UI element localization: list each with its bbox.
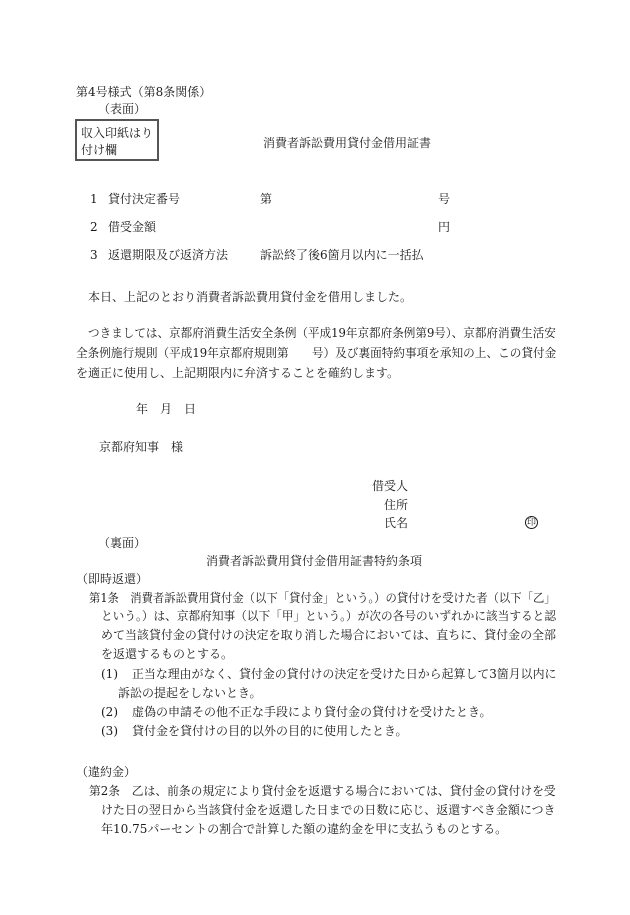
item-2-number: 2 [90,220,98,234]
item-1-prefix: 第 [260,192,273,206]
borrower-address-label: 住所 [384,498,409,512]
front-label: （表面） [98,102,147,116]
pledge-line-3: を適正に使用し、上記期限内に弁済することを確約します。 [76,366,400,380]
pledge-line-1: つきましては、京都府消費生活安全条例（平成19年京都府条例第9号）、京都府消費生活安 [88,326,556,340]
back-label: （裏面） [98,536,147,550]
article-1-item-1-continuation: 訴訟の提起をしないとき。 [118,686,262,700]
article-1-line-3: めて当該貸付金の貸付けの決定を取り消した場合においては、直ちに、貸付金の全部 [101,628,557,642]
addressee: 京都府知事 様 [99,440,184,454]
article-1-line-2: という。）は、京都府知事（以下「甲」という。）が次の各号のいずれかに該当すると認 [101,609,557,623]
article-1-item-1-text: 正当な理由がなく、貸付金の貸付けの決定を受けた日から起算して3箇月以内に [132,667,557,681]
borrower-name-label: 氏名 [384,516,409,530]
pledge-line-2: 全条例施行規則（平成19年京都府規則第 号）及び裏面特約事項を承知の上、この貸付金 [76,346,557,360]
section-2-heading: （違約金） [76,765,137,779]
item-1-number: 1 [90,192,98,206]
article-1-item-2-number: (2) [101,705,118,719]
article-1-item-3-text: 貸付金を貸付けの目的以外の目的に使用したとき。 [132,724,408,738]
borrower-label: 借受人 [372,479,409,493]
section-1-heading: （即時返還） [76,572,149,586]
article-1-item-2-text: 虚偽の申請その他不正な手段により貸付金の貸付けを受けたとき。 [132,705,492,719]
document-title: 消費者訴訟費用貸付金借用証書 [263,136,432,150]
item-2-suffix: 円 [438,220,451,234]
article-1-line-1: 第1条 消費者訴訟費用貸付金（以下「貸付金」という。）の貸付けを受けた者（以下「乙」 [89,591,556,605]
item-1-label: 貸付決定番号 [108,192,181,206]
date-line: 年 月 日 [136,402,197,416]
item-3-label: 返還期限及び返済方法 [108,248,229,262]
stamp-box-line2: 付け欄 [81,143,118,157]
statement: 本日、上記のとおり消費者訴訟費用貸付金を借用しました。 [88,290,413,304]
seal-mark: 印 [526,518,536,528]
item-2-label: 借受金額 [108,220,157,234]
article-2-line-3: 年10.75パーセントの割合で計算した額の違約金を甲に支払うものとする。 [101,822,508,836]
item-3-value: 訴訟終了後6箇月以内に一括払 [260,248,424,262]
special-terms-title: 消費者訴訟費用貸付金借用証書特約条項 [206,554,423,568]
article-1-line-4: を返還するものとする。 [101,647,234,661]
item-3-number: 3 [90,248,98,262]
article-1-item-1-number: (1) [101,667,118,681]
form-id: 第4号様式（第8条関係） [76,85,212,99]
article-1-item-3-number: (3) [101,724,118,738]
article-2-line-1: 第2条 乙は、前条の規定により貸付金を返還する場合においては、貸付金の貸付けを受 [89,784,556,798]
article-2-line-2: けた日の翌日から当該貸付金を返還した日までの日数に応じ、返還すべき金額につき [101,803,556,817]
stamp-box-line1: 収入印紙はり [81,126,154,140]
item-1-suffix: 号 [438,192,451,206]
